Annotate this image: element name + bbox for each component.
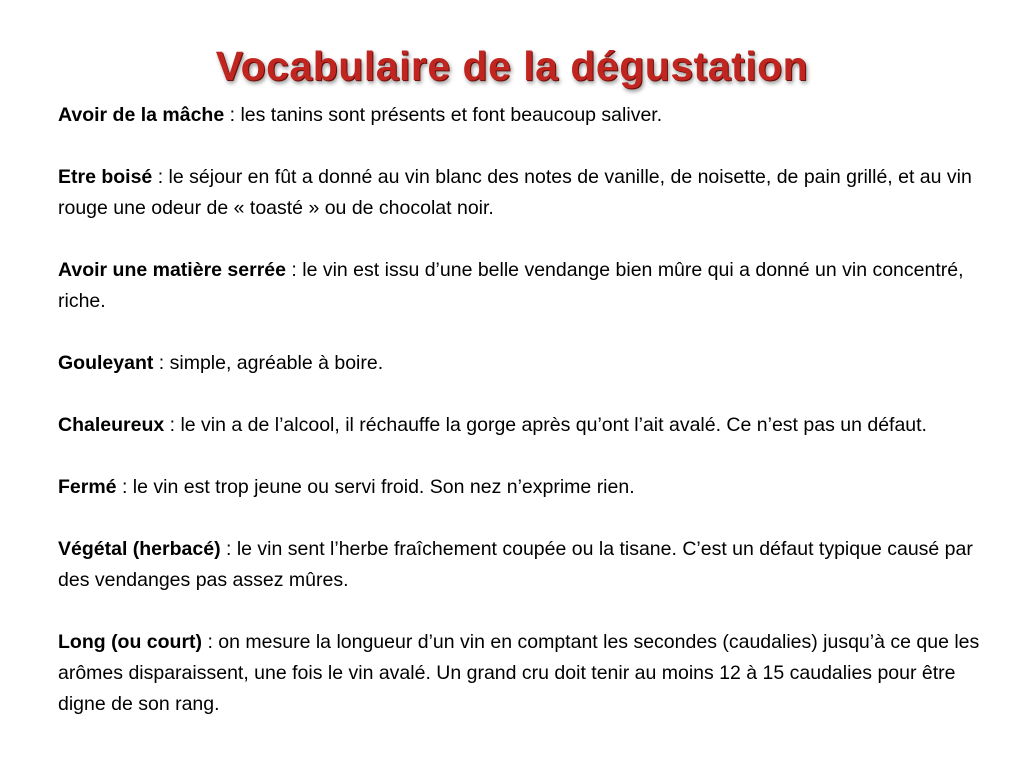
vocabulary-entry	[58, 100, 988, 131]
entry-term: Avoir une matière serrée	[58, 259, 286, 281]
vocabulary-entry	[58, 472, 988, 503]
vocabulary-entry	[58, 410, 988, 441]
entry-term: Long (ou court)	[58, 631, 203, 653]
entry-term: Etre boisé	[58, 166, 153, 188]
entry-definition: : on mesure la longueur d’un vin en comptant les secondes (caudalies) jusqu’à ce que les arômes disparaissent, une fois le vin avalé. Un grand cru doit tenir au moins 12 à 15 caudalies pour être digne de son rang.	[58, 631, 980, 715]
entry-definition: : le vin a de l’alcool, il réchauffe la gorge après qu’ont l’ait avalé. Ce n’est pas un défaut.	[164, 414, 927, 436]
entry-term: Fermé	[58, 476, 117, 498]
entry-definition: : simple, agréable à boire.	[153, 352, 384, 374]
entry-definition: : le séjour en fût a donné au vin blanc des notes de vanille, de noisette, de pain grillé, et au vin rouge une odeur de « toasté » ou de chocolat noir.	[58, 166, 972, 219]
entry-term: Gouleyant	[58, 352, 154, 374]
vocabulary-entry	[58, 534, 988, 596]
vocabulary-entry	[58, 162, 988, 224]
entry-definition: : le vin est issu d’une belle vendange bien mûre qui a donné un vin concentré, riche.	[58, 259, 964, 312]
entry-term: Avoir de la mâche	[58, 104, 225, 126]
vocabulary-entry	[58, 255, 988, 317]
vocabulary-entry	[58, 627, 988, 720]
vocabulary-list	[58, 100, 988, 751]
slide-title: Vocabulaire de la dégustation	[215, 43, 809, 89]
vocabulary-entry	[58, 348, 988, 379]
entry-definition: : le vin sent l’herbe fraîchement coupée ou la tisane. C’est un défaut typique causé par des vendanges pas assez mûres.	[58, 538, 973, 591]
entry-term: Chaleureux	[58, 414, 165, 436]
entry-definition: : les tanins sont présents et font beaucoup saliver.	[224, 104, 663, 126]
entry-term: Végétal (herbacé)	[58, 538, 221, 560]
entry-definition: : le vin est trop jeune ou servi froid. Son nez n’exprime rien.	[116, 476, 635, 498]
